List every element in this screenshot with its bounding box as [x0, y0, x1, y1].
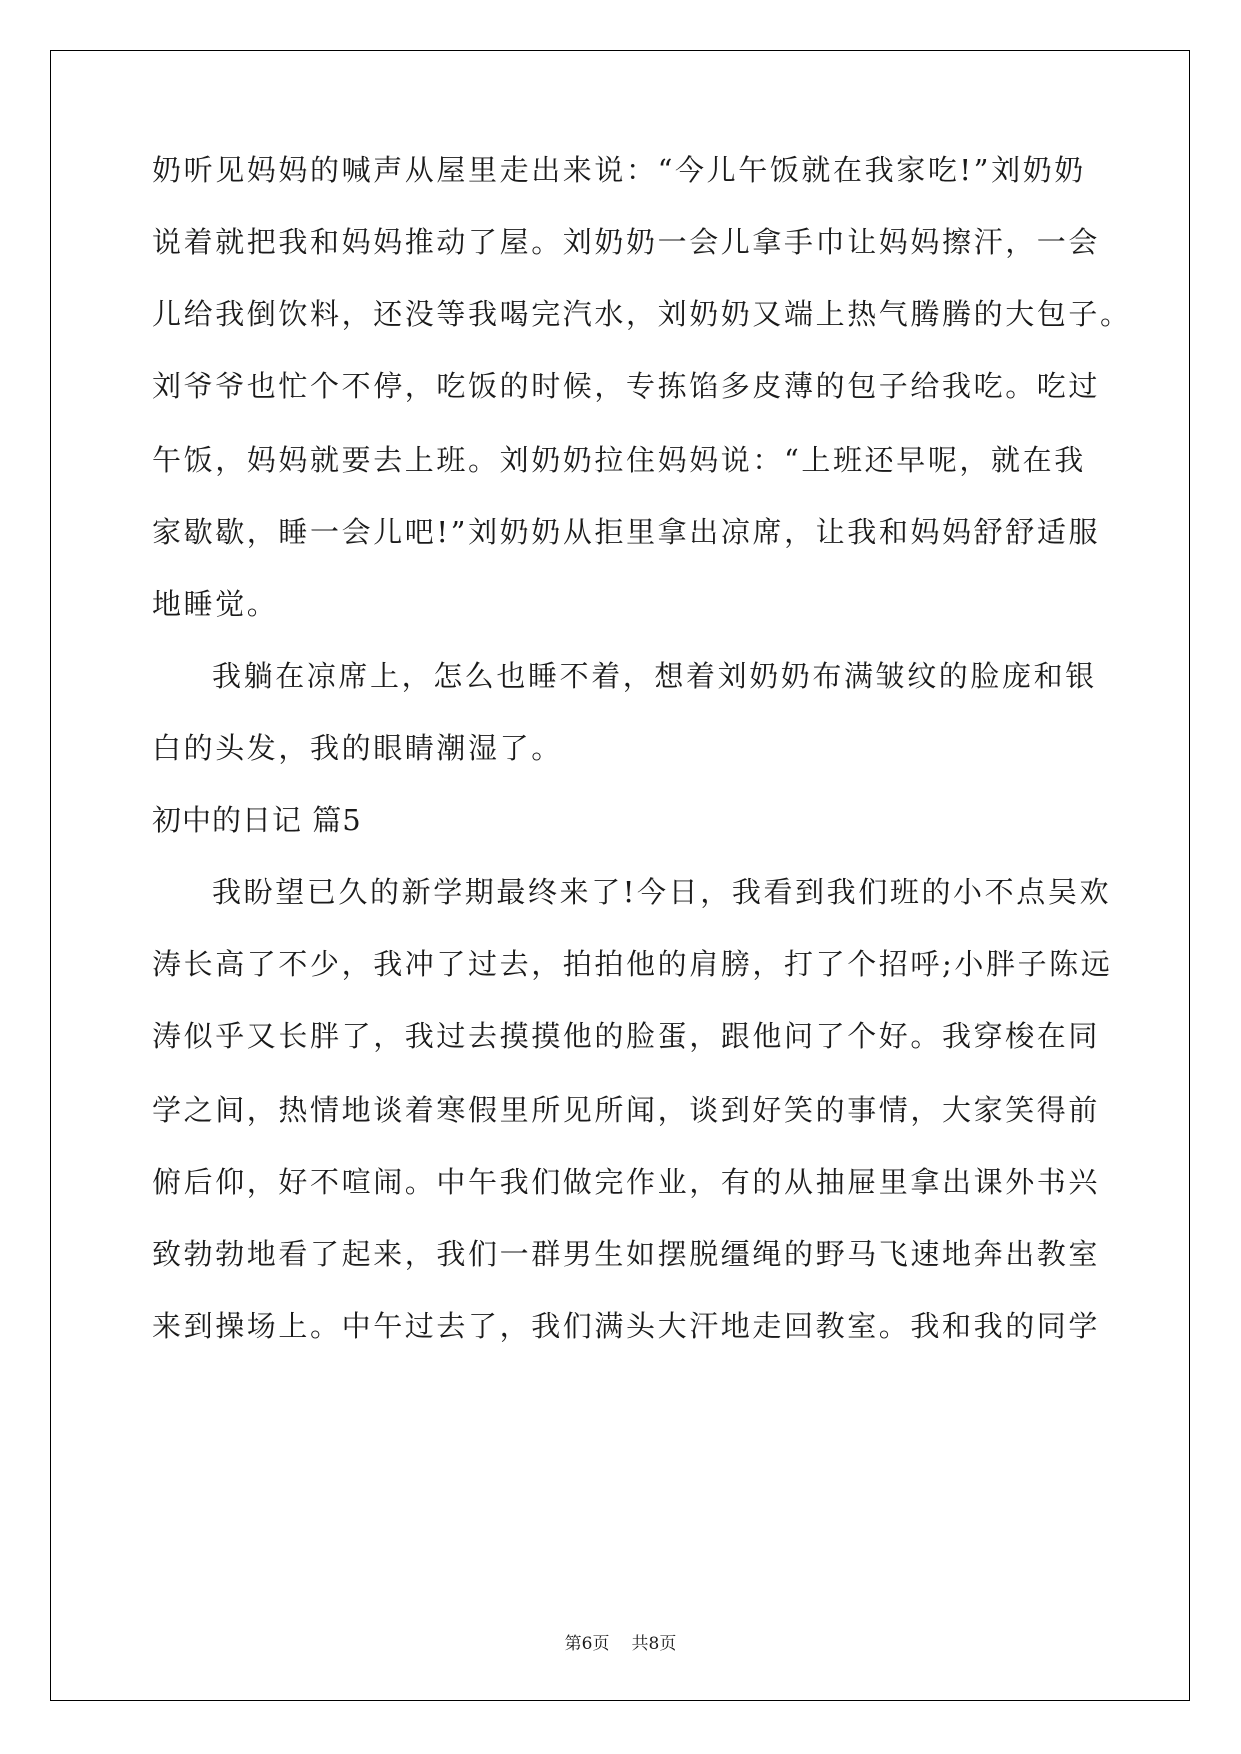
text-line: 致勃勃地看了起来，我们一群男生如摆脱缰绳的野马飞速地奔出教室: [152, 1237, 1101, 1271]
page-number-current: 第6页: [564, 1634, 610, 1654]
text-line: 地睡觉。: [152, 587, 279, 621]
text-line: 我盼望已久的新学期最终来了!今日，我看到我们班的小不点吴欢: [212, 875, 1112, 909]
text-line: 学之间，热情地谈着寒假里所见所闻，谈到好笑的事情，大家笑得前: [152, 1093, 1101, 1127]
text-line: 俯后仰，好不喧闹。中午我们做完作业，有的从抽屉里拿出课外书兴: [152, 1165, 1101, 1199]
page-number-total: 共8页: [631, 1634, 677, 1654]
text-line: 家歇歇，睡一会儿吧!”刘奶奶从拒里拿出凉席，让我和妈妈舒舒适服: [152, 515, 1101, 549]
section-heading: 初中的日记 篇5: [152, 803, 362, 837]
text-line: 儿给我倒饮料，还没等我喝完汽水，刘奶奶又端上热气腾腾的大包子。: [152, 297, 1132, 331]
text-line: 涛长高了不少，我冲了过去，拍拍他的肩膀，打了个招呼;小胖子陈远: [152, 947, 1113, 981]
text-line: 说着就把我和妈妈推动了屋。刘奶奶一会儿拿手巾让妈妈擦汗，一会: [152, 225, 1101, 259]
text-line: 涛似乎又长胖了，我过去摸摸他的脸蛋，跟他问了个好。我穿梭在同: [152, 1019, 1101, 1053]
text-line: 午饭，妈妈就要去上班。刘奶奶拉住妈妈说：“上班还早呢，就在我: [152, 443, 1086, 477]
text-line: 奶听见妈妈的喊声从屋里走出来说：“今儿午饭就在我家吃!”刘奶奶: [152, 153, 1086, 187]
text-line: 我躺在凉席上，怎么也睡不着，想着刘奶奶布满皱纹的脸庞和银: [212, 659, 1097, 693]
text-line: 来到操场上。中午过去了，我们满头大汗地走回教室。我和我的同学: [152, 1309, 1101, 1343]
text-line: 刘爷爷也忙个不停，吃饭的时候，专拣馅多皮薄的包子给我吃。吃过: [152, 369, 1101, 403]
page-footer: [0, 1633, 1241, 1655]
text-line: 白的头发，我的眼睛潮湿了。: [152, 731, 563, 765]
